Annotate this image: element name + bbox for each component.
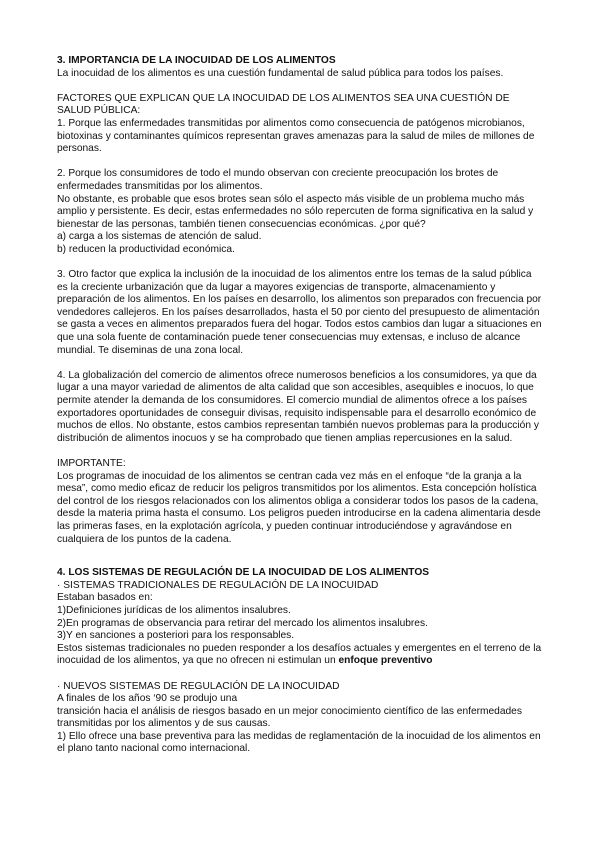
new-systems-heading: · NUEVOS SISTEMAS DE REGULACIÓN DE LA INOCUIDAD [57,680,340,692]
new-systems-intro: A finales de los años ‘90 se produjo una [57,693,238,705]
section-3-intro: La inocuidad de los alimentos es una cuestión fundamental de salud pública para todos los países. [57,67,504,79]
traditional-item-3: 3)Y en sanciones a posteriori para los responsables. [57,630,295,642]
preventive-approach: enfoque preventivo [338,655,433,667]
factor-2-item-b: b) reducen la productividad económica. [57,243,235,255]
factor-2-detail: No obstante, es probable que esos brotes sean sólo el aspecto más visible de un problema mucho más amplio y persistente. Es decir, estas enfermedades no sólo repercuten de forma significativa en la salud y bienestar de las personas, también tienen consecuencias económicas. ¿por qué? [57,193,534,230]
traditional-text: Estos sistemas tradicionales no pueden responder a los desafíos actuales y emergentes en el terreno de la inocuidad de los alimentos, ya que no ofrecen ni estimulan un [57,642,542,667]
factor-1: 1. Porque las enfermedades transmitidas por alimentos como consecuencia de patógenos microbianos, biotoxinas y contaminantes químicos representan graves amenazas para la salud de miles de millones de personas. [57,117,535,155]
traditional-item-2: 2)En programas de observancia para retirar del mercado los alimentos insalubres. [57,617,428,629]
traditional-based-on: Estaban basados en: [57,592,153,604]
new-systems-item-1: 1) Ello ofrece una base preventiva para las medidas de reglamentación de la inocuidad de los alimentos en el plano tanto nacional como internacional. [57,730,541,755]
factors-heading: FACTORES QUE EXPLICAN QUE LA INOCUIDAD DE LOS ALIMENTOS SEA UNA CUESTIÓN DE SALUD PÚBLICA: [57,92,510,117]
important-text: Los programas de inocuidad de los alimentos se centran cada vez más en el enfoque “de la granja a la mesa”, como medio eficaz de reducir los peligros transmitidos por los alimentos. Esta concepción holística del control de los riesgos relacionados con los alimentos obliga a considerar todos los pasos de la cadena, desde la materia prima hasta el consumo. Los peligros pueden introducirse en la cadena alimentaria desde las primeras fases, en la explotación agrícola, y pueden continuar introduciéndose y agravándose en cualquiera de los puntos de la cadena. [57,470,541,545]
important-heading: IMPORTANTE: [57,458,126,469]
document-page [57,55,545,756]
traditional-systems-text [57,643,545,668]
factor-2-item-a: a) carga a los sistemas de atención de salud. [57,231,262,243]
section-3-title: 3. IMPORTANCIA DE LA INOCUIDAD DE LOS ALIMENTOS [57,55,336,66]
section-4-title: 4. LOS SISTEMAS DE REGULACIÓN DE LA INOCUIDAD DE LOS ALIMENTOS [57,567,430,579]
factor-3: 3. Otro factor que explica la inclusión de la inocuidad de los alimentos entre los temas de la salud pública es la creciente urbanización que da lugar a mayores exigencias de transporte, almacenamiento y preparación de los alimentos. En los países en desarrollo, los alimentos son preparados con frecuencia por vendedores callejeros. En los países desarrollados, hasta el 50 por ciento del presupuesto de alimentación se gasta a veces en alimentos preparados fuera del hogar. Todos estos cambios dan lugar a situaciones en que una sola fuente de contaminación puede tener consecuencias muy extensas, e incluso de alcance mundial. Te diseminas de una zona local. [57,269,542,356]
traditional-item-1: 1)Definiciones jurídicas de los alimentos insalubres. [57,604,291,616]
traditional-systems-heading: · SISTEMAS TRADICIONALES DE REGULACIÓN DE LA INOCUIDAD [57,579,379,591]
factor-4: 4. La globalización del comercio de alimentos ofrece numerosos beneficios a los consumidores, ya que da lugar a una mayor variedad de alimentos de alta calidad que son accesibles, asequibles e inocuos, lo que permite atender la demanda de los consumidores. El comercio mundial de alimentos ofrece a los países exportadores oportunidades de conseguir divisas, requisito indispensable para el desarrollo económico de muchos de ellos. No obstante, estos cambios representan también nuevos problemas para la producción y distribución de alimentos inocuos y se ha comprobado que tienen amplias repercusiones en la salud. [57,369,539,444]
new-systems-text: transición hacia el análisis de riesgos basado en un mejor conocimiento científico de las enfermedades transmitidas por los alimentos y de sus causas. [57,705,522,730]
factor-2: 2. Porque los consumidores de todo el mundo observan con creciente preocupación los brotes de enfermedades transmitidas por los alimentos. [57,168,499,192]
